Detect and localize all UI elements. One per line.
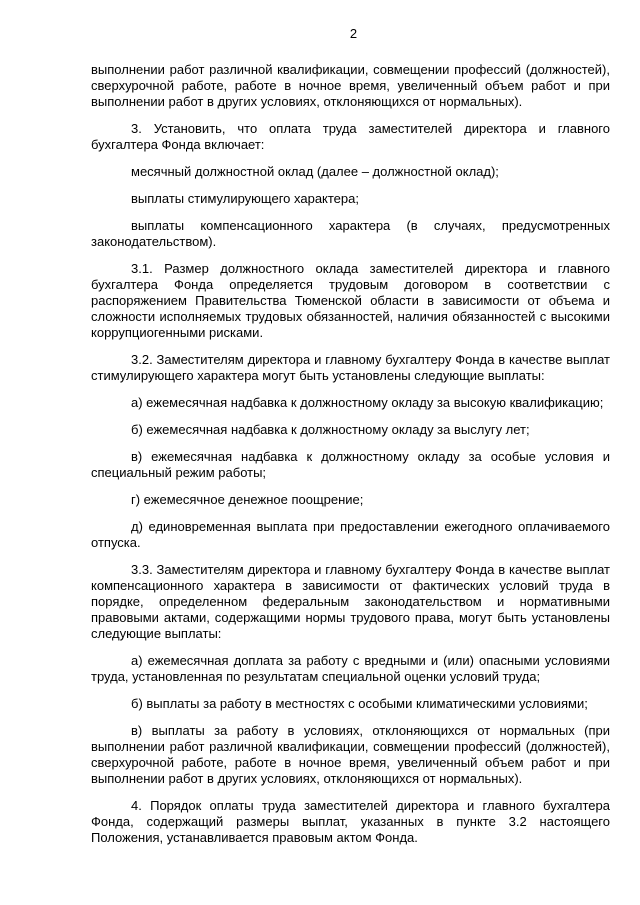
page-number: 2 (349, 26, 358, 41)
paragraph-salary: месячный должностной оклад (далее – должностной оклад); (131, 164, 499, 179)
paragraph-item-3-2: 3.2. Заместителям директора и главному бухгалтеру Фонда в качестве выплат стимулирующего характера могут быть установлены следующие выплаты: (91, 352, 610, 383)
list-item-3-2-b: б) ежемесячная надбавка к должностному окладу за выслугу лет; (131, 422, 530, 437)
paragraph-item-4: 4. Порядок оплаты труда заместителей директора и главного бухгалтера Фонда, содержащий размеры выплат, указанных в пункте 3.2 настоящего Положения, устанавливается правовым актом Фонда. (91, 798, 610, 845)
paragraph-compensation: выплаты компенсационного характера (в случаях, предусмотренных законодательством). (91, 218, 610, 249)
list-item-3-2-a: а) ежемесячная надбавка к должностному окладу за высокую квалификацию; (131, 395, 604, 410)
list-item-3-3-v: в) выплаты за работу в условиях, отклоняющихся от нормальных (при выполнении работ различной квалификации, совмещении профессий (должностей), сверхурочной работе, работе в ночное время, увеличенный объем работ и при выполнении работ в других условиях, отклоняющихся от нормальных). (91, 723, 610, 786)
list-item-3-2-v: в) ежемесячная надбавка к должностному окладу за особые условия и специальный режим работы; (91, 449, 610, 480)
paragraph-incentive: выплаты стимулирующего характера; (131, 191, 359, 206)
list-item-3-2-g: г) ежемесячное денежное поощрение; (131, 492, 364, 507)
list-item-3-3-a: а) ежемесячная доплата за работу с вредными и (или) опасными условиями труда, установленная по результатам специальной оценки условий труда; (91, 653, 610, 684)
paragraph-item-3: 3. Установить, что оплата труда заместителей директора и главного бухгалтера Фонда включает: (91, 121, 610, 152)
list-item-3-2-d: д) единовременная выплата при предоставлении ежегодного оплачиваемого отпуска. (91, 519, 610, 550)
document-page (91, 26, 610, 857)
paragraph-item-3-1: 3.1. Размер должностного оклада заместителей директора и главного бухгалтера Фонда определяется трудовым договором в соответствии с распоряжением Правительства Тюменской области в зависимости от объема и сложности исполняемых трудовых обязанностей, наличия обязанностей с высокими коррупциогенными рисками. (91, 261, 610, 340)
paragraph-item-3-3: 3.3. Заместителям директора и главному бухгалтеру Фонда в качестве выплат компенсационного характера в зависимости от фактических условий труда в порядке, определенном федеральным законодательством и нормативными правовыми актами, содержащими нормы трудового права, могут быть установлены следующие выплаты: (91, 562, 610, 641)
list-item-3-3-b: б) выплаты за работу в местностях с особыми климатическими условиями; (131, 696, 588, 711)
paragraph-continuation: выполнении работ различной квалификации, совмещении профессий (должностей), сверхурочной работе, работе в ночное время, увеличенный объем работ и при выполнении работ в других условиях, отклоняющихся от нормальных). (91, 62, 610, 109)
